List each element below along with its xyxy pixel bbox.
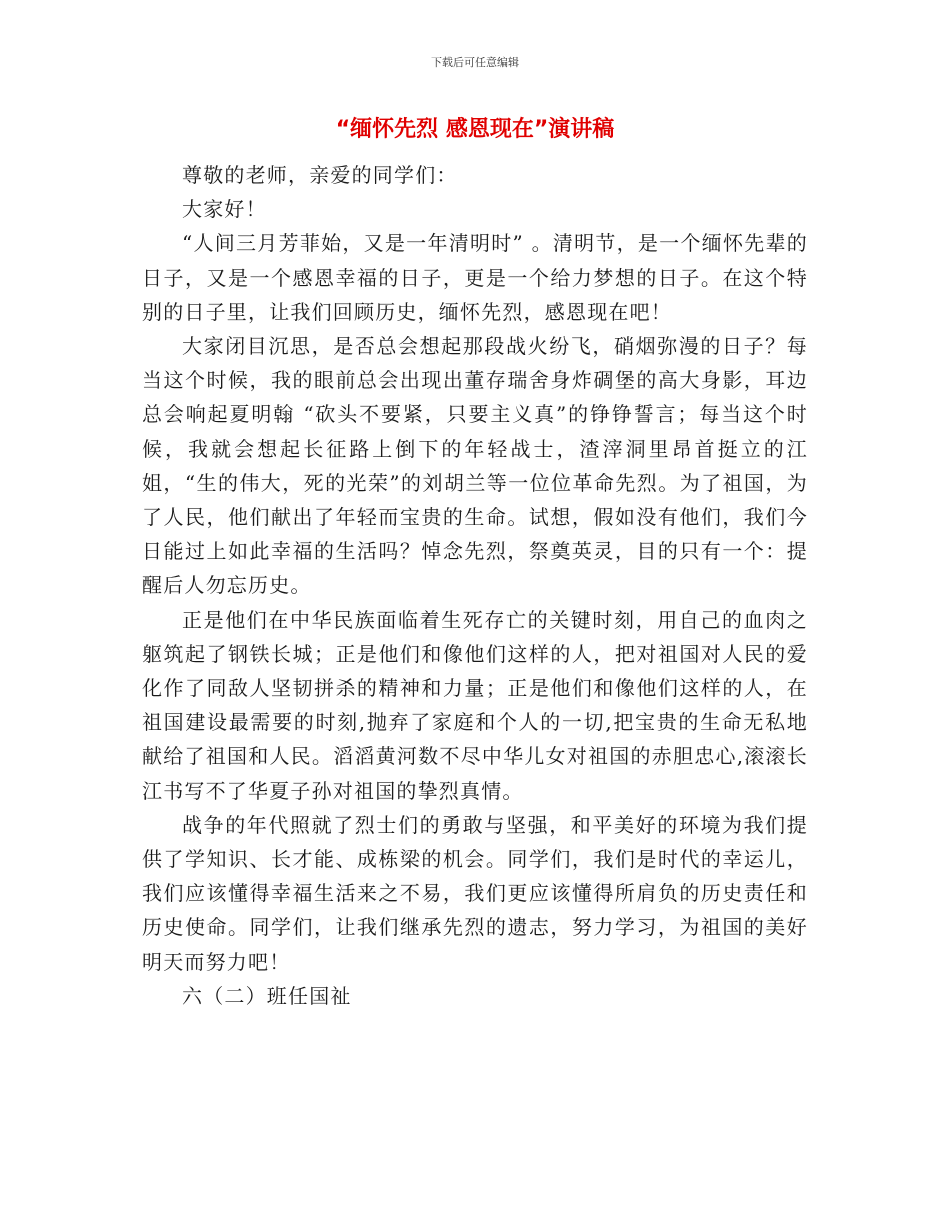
paragraph-call-to-action: 战争的年代照就了烈士们的勇敢与坚强，和平美好的环境为我们提供了学知识、长才能、成栋梁的机会。同学们，我们是时代的幸运儿，我们应该懂得幸福生活来之不易，我们更应该懂得所肩负的历史责任和历史使命。同学们，让我们继承先烈的遗志，努力学习，为祖国的美好明天而努力吧！ — [142, 812, 808, 974]
paragraph-greeting: 尊敬的老师，亲爱的同学们： — [182, 163, 458, 187]
paragraph-signature: 六（二）班任国祉 — [182, 983, 352, 1008]
paragraph-memory: 大家闭目沉思，是否总会想起那段战火纷飞，硝烟弥漫的日子？每当这个时候，我的眼前总会出现出董存瑞舍身炸碉堡的高大身影，耳边总会响起夏明翰 “砍头不要紧，只要主义真”的铮铮誓言；每当这个时候，我就会想起长征路上倒下的年轻战士，渣滓洞里昂首挺立的江姐，“生的伟大，死的光荣”的刘胡兰等一位位革命先烈。为了祖国，为了人民，他们献出了年轻而宝贵的生命。试想，假如没有他们，我们今日能过上如此幸福的生活吗？悼念先烈，祭奠英灵，目的只有一个：提醒后人勿忘历史。 — [142, 334, 808, 598]
paragraph-hello: 大家好！ — [182, 197, 267, 222]
document-body — [142, 158, 808, 1013]
paragraph-sacrifice: 正是他们在中华民族面临着生死存亡的关键时刻，用自己的血肉之躯筑起了钢铁长城；正是他们和像他们这样的人，把对祖国对人民的爱化作了同敌人坚韧拼杀的精神和力量；正是他们和像他们这样的人，在祖国建设最需要的时刻,抛弃了家庭和个人的一切,把宝贵的生命无私地献给了祖国和人民。滔滔黄河数不尽中华儿女对祖国的赤胆忠心,滚滚长江书写不了华夏子孙对祖国的挚烈真情。 — [142, 607, 808, 803]
header-note: 下载后可任意编辑 — [431, 56, 519, 69]
paragraph-intro: “人间三月芳菲始，又是一年清明时” 。清明节，是一个缅怀先辈的日子，又是一个感恩幸福的日子，更是一个给力梦想的日子。在这个特别的日子里，让我们回顾历史，缅怀先烈，感恩现在吧！ — [142, 231, 808, 324]
document-title: “缅怀先烈 感恩现在”演讲稿 — [335, 117, 615, 142]
